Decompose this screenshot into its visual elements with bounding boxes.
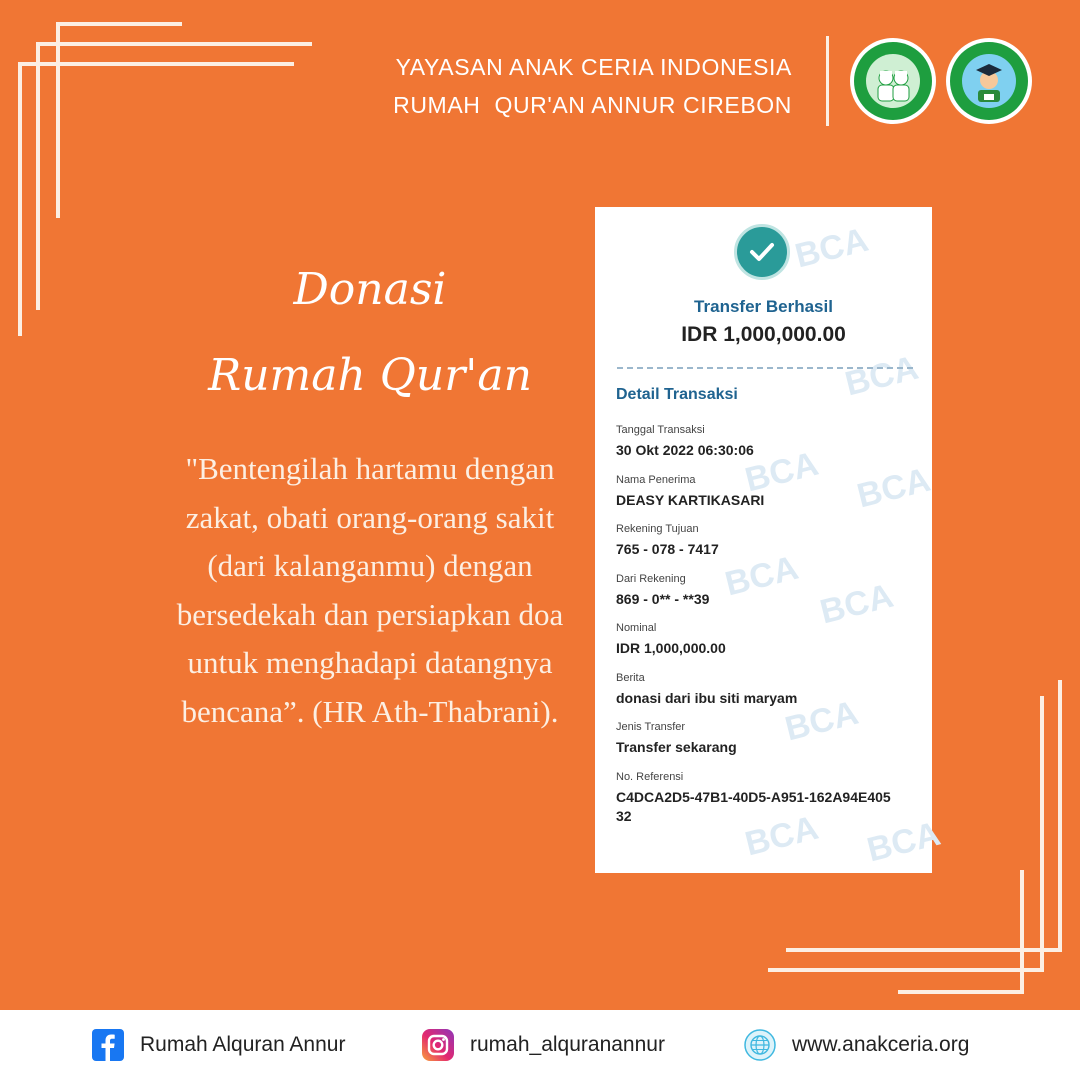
corner-line [36, 42, 312, 46]
bca-watermark: BCA [741, 444, 823, 500]
facebook-name: Rumah Alquran Annur [140, 1033, 346, 1056]
header-line-2: RUMAH QUR'AN ANNUR CIREBON [393, 92, 792, 118]
transfer-receipt [595, 207, 945, 873]
field-destination-account: Rekening Tujuan 765 - 078 - 7417 [616, 523, 719, 557]
header [393, 48, 792, 124]
field-message: Berita donasi dari ibu siti maryam [616, 672, 798, 706]
title-line-2: Rumah Qur'an [208, 350, 532, 401]
corner-line [768, 968, 1044, 972]
field-transaction-date: Tanggal Transaksi 30 Okt 2022 06:30:06 [616, 424, 754, 458]
header-divider [826, 36, 829, 126]
corner-line [56, 22, 60, 218]
corner-line [36, 42, 40, 310]
check-icon [734, 224, 790, 280]
bca-watermark: BCA [781, 693, 863, 749]
field-transfer-type: Jenis Transfer Transfer sekarang [616, 721, 737, 755]
header-line-1: YAYASAN ANAK CERIA INDONESIA [395, 54, 792, 80]
dashed-divider [617, 367, 913, 369]
field-source-account: Dari Rekening 869 - 0** - **39 [616, 573, 710, 607]
transfer-status: Transfer Berhasil [694, 297, 833, 316]
transfer-amount: IDR 1,000,000.00 [681, 323, 846, 346]
corner-line [786, 948, 1062, 952]
field-recipient-name: Nama Penerima DEASY KARTIKASARI [616, 474, 765, 508]
anak-ceria-logo [946, 38, 1032, 124]
bca-watermark: BCA [816, 576, 898, 632]
bca-watermark: BCA [741, 808, 823, 864]
instagram-handle: rumah_alquranannur [470, 1033, 665, 1056]
bca-watermark: BCA [841, 348, 923, 404]
globe-icon [744, 1029, 776, 1061]
bca-watermark: BCA [721, 548, 803, 604]
facebook-link[interactable] [92, 1028, 345, 1062]
footer [0, 1010, 1080, 1080]
instagram-link[interactable] [422, 1028, 665, 1062]
instagram-icon [422, 1029, 454, 1061]
corner-line [18, 62, 22, 336]
corner-line [18, 62, 294, 66]
website-link[interactable] [744, 1028, 969, 1062]
title-line-1: Donasi [293, 264, 447, 315]
corner-line [1040, 696, 1044, 972]
facebook-icon [92, 1029, 124, 1061]
corner-line [56, 22, 182, 26]
corner-line [1020, 870, 1024, 994]
bca-watermark: BCA [863, 814, 945, 870]
website-url: www.anakceria.org [792, 1033, 970, 1056]
bca-watermark: BCA [791, 220, 873, 276]
rumah-quran-logo [850, 38, 936, 124]
hadith-quote: "Bentengilah hartamu dengan zakat, obati orang-orang sakit (dari kalanganmu) dengan bersedekah dan persiapkan doa untuk menghadapi datangnya bencana”. (HR Ath-Thabrani). [176, 451, 564, 729]
field-reference-number: No. Referensi C4DCA2D5-47B1-40D5-A951-162A94E405 32 [616, 771, 891, 824]
detail-title: Detail Transaksi [616, 386, 738, 403]
field-nominal: Nominal IDR 1,000,000.00 [616, 622, 726, 656]
corner-line [898, 990, 1024, 994]
corner-line [1058, 680, 1062, 952]
bca-watermark: BCA [853, 460, 935, 516]
